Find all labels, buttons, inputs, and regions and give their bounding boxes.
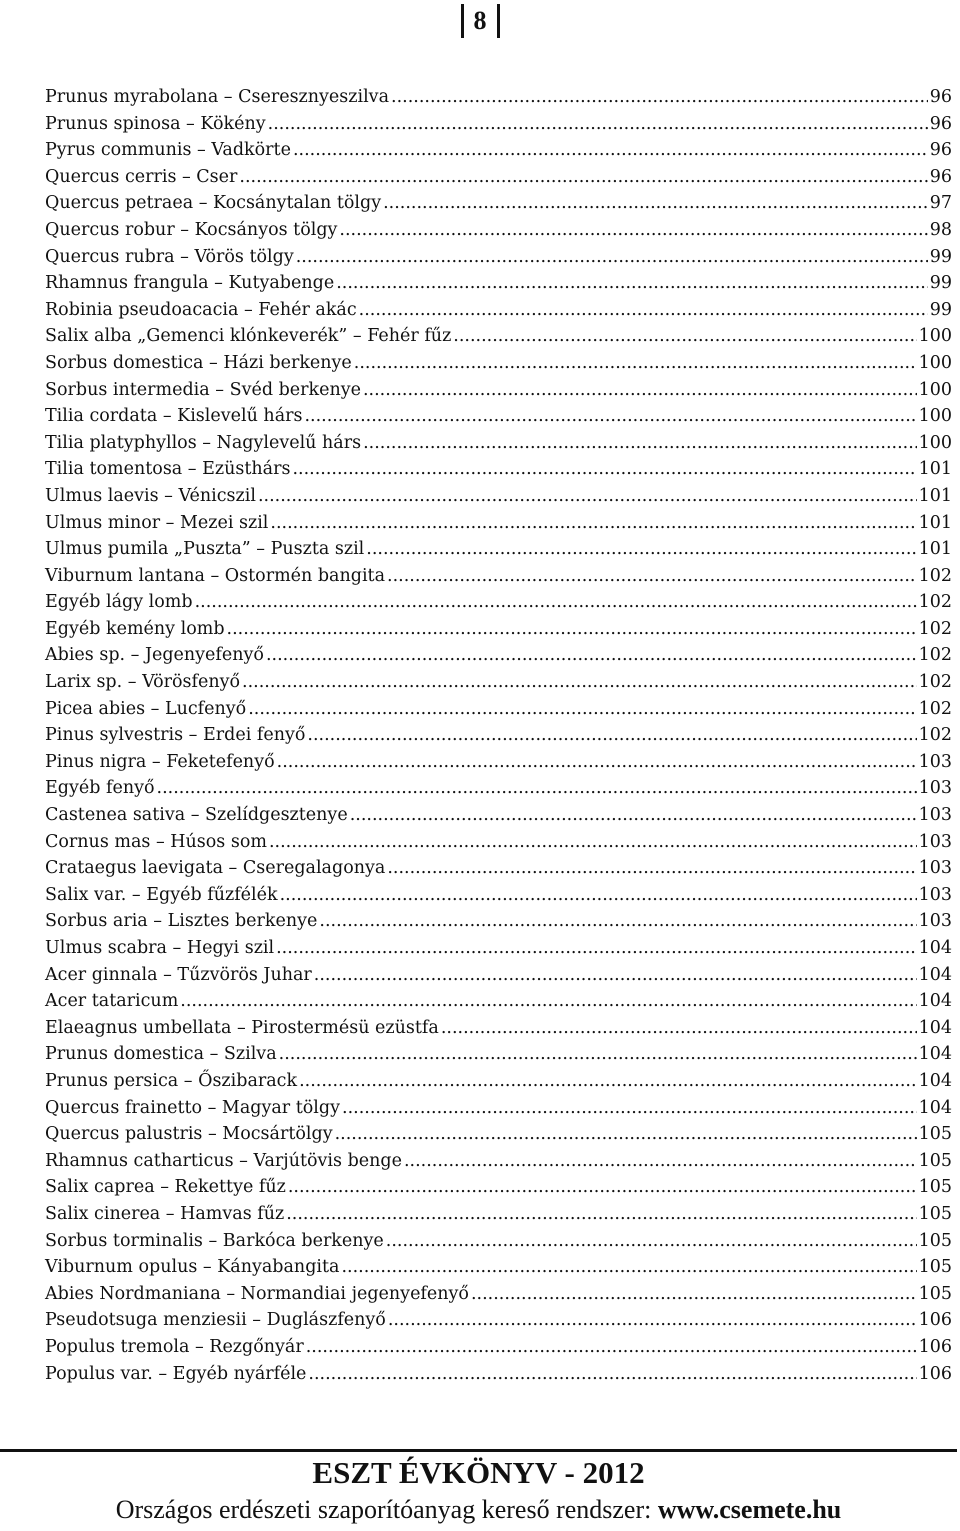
toc-dot-leader (279, 1041, 917, 1068)
toc-dot-leader (288, 1174, 917, 1201)
toc-entry (45, 642, 952, 669)
toc-entry (45, 190, 952, 217)
toc-entry-title: Salix alba „Gemenci klónkeverék” – Fehér fűz (45, 326, 452, 347)
toc-entry-page: 105 (918, 1124, 952, 1145)
page-number-bar-right (497, 4, 500, 38)
toc-entry-page: 100 (918, 379, 952, 400)
toc-entry-page: 103 (918, 831, 952, 852)
toc-entry (45, 775, 952, 802)
toc-entry-page: 103 (918, 778, 952, 799)
toc-entry-page: 103 (918, 858, 952, 879)
toc-entry-page: 100 (918, 352, 952, 373)
toc-entry-page: 99 (929, 273, 952, 294)
toc-entry (45, 111, 952, 138)
toc-entry (45, 1361, 952, 1388)
toc-dot-leader (304, 403, 916, 430)
toc-entry-title: Quercus petraea – Kocsánytalan tölgy (45, 193, 382, 214)
toc-entry-page: 102 (918, 698, 952, 719)
toc-entry (45, 1307, 952, 1334)
toc-entry-title: Acer ginnala – Tűzvörös Juhar (45, 964, 312, 985)
toc-entry-page: 100 (918, 406, 952, 427)
toc-dot-leader (341, 1254, 916, 1281)
toc-dot-leader (319, 908, 916, 935)
toc-entry (45, 217, 952, 244)
footer-subtitle-text: Országos erdészeti szaporítóanyag kereső rendszer: (115, 1495, 652, 1524)
toc-entry-page: 102 (918, 725, 952, 746)
toc-dot-leader (296, 244, 928, 271)
toc-dot-leader (266, 642, 917, 669)
toc-entry-title: Sorbus torminalis – Barkóca berkenye (45, 1230, 384, 1251)
toc-dot-leader (308, 1361, 916, 1388)
toc-entry-title: Viburnum opulus – Kányabangita (45, 1257, 340, 1278)
toc-entry-page: 102 (918, 592, 952, 613)
toc-entry-title: Egyéb kemény lomb (45, 618, 225, 639)
toc-entry-title: Sorbus domestica – Házi berkenye (45, 352, 352, 373)
toc-entry (45, 430, 952, 457)
toc-entry-title: Tilia platyphyllos – Nagylevelű hárs (45, 432, 362, 453)
toc-dot-leader (386, 1228, 917, 1255)
toc-entry (45, 483, 952, 510)
toc-entry-page: 101 (918, 512, 952, 533)
toc-entry (45, 855, 952, 882)
toc-entry (45, 1095, 952, 1122)
toc-entry-page: 106 (918, 1363, 952, 1384)
toc-entry-page: 104 (918, 1070, 952, 1091)
toc-entry-title: Prunus domestica – Szilva (45, 1044, 277, 1065)
toc-entry (45, 935, 952, 962)
toc-dot-leader (276, 935, 916, 962)
toc-entry (45, 1201, 952, 1228)
toc-dot-leader (387, 855, 916, 882)
toc-entry (45, 882, 952, 909)
toc-entry-title: Pinus nigra – Feketefenyő (45, 751, 275, 772)
toc-entry-title: Prunus myrabolana – Cseresznyeszilva (45, 87, 390, 107)
toc-entry-title: Acer tataricum (45, 991, 179, 1012)
toc-dot-leader (391, 84, 928, 111)
toc-dot-leader (180, 988, 916, 1015)
toc-entry-title: Ulmus pumila „Puszta” – Puszta szil (45, 539, 365, 560)
toc-dot-leader (387, 563, 917, 590)
toc-entry-title: Pyrus communis – Vadkörte (45, 140, 291, 161)
toc-entry-page: 105 (918, 1150, 952, 1171)
toc-entry (45, 270, 952, 297)
toc-entry-title: Elaeagnus umbellata – Pirostermésü ezüstfa (45, 1017, 439, 1038)
toc-entry (45, 510, 952, 537)
toc-dot-leader (239, 164, 927, 191)
toc-entry-page: 105 (918, 1257, 952, 1278)
toc-entry (45, 297, 952, 324)
toc-entry (45, 350, 952, 377)
toc-entry-page: 99 (929, 299, 952, 320)
toc-entry-page: 103 (918, 884, 952, 905)
toc-dot-leader (227, 616, 917, 643)
toc-entry-page: 104 (918, 1017, 952, 1038)
toc-dot-leader (314, 962, 917, 989)
toc-dot-leader (277, 749, 917, 776)
toc-entry-title: Picea abies – Lucfenyő (45, 698, 247, 719)
toc-entry-title: Rhamnus frangula – Kutyabenge (45, 273, 335, 294)
footer-subtitle (0, 1493, 957, 1527)
toc-entry-page: 102 (918, 565, 952, 586)
toc-dot-leader (336, 270, 928, 297)
toc-entry (45, 1228, 952, 1255)
toc-entry (45, 1121, 952, 1148)
toc-entry-title: Sorbus aria – Lisztes berkenye (45, 911, 318, 932)
toc-dot-leader (366, 536, 916, 563)
toc-entry-title: Egyéb lágy lomb (45, 592, 193, 613)
toc-entry-title: Salix var. – Egyéb fűzfélék (45, 884, 278, 905)
toc-entry-title: Cornus mas – Húsos som (45, 831, 267, 852)
toc-entry (45, 1174, 952, 1201)
toc-dot-leader (359, 297, 928, 324)
toc-entry-title: Prunus persica – Őszibarack (45, 1070, 298, 1091)
toc-entry-page: 105 (918, 1230, 952, 1251)
toc-entry (45, 1041, 952, 1068)
toc-dot-leader (258, 483, 917, 510)
toc-entry-title: Abies Nordmaniana – Normandiai jegenyefenyő (45, 1283, 469, 1304)
toc-entry-page: 104 (918, 1097, 952, 1118)
toc-entry-title: Quercus frainetto – Magyar tölgy (45, 1097, 340, 1118)
toc-dot-leader (242, 669, 917, 696)
toc-entry-page: 96 (929, 140, 952, 161)
toc-entry (45, 377, 952, 404)
toc-dot-leader (270, 510, 916, 537)
toc-dot-leader (363, 430, 917, 457)
toc-entry-title: Viburnum lantana – Ostormén bangita (45, 565, 386, 586)
toc-entry-page: 96 (929, 113, 952, 134)
toc-entry (45, 456, 952, 483)
toc-dot-leader (268, 111, 928, 138)
toc-dot-leader (280, 882, 917, 909)
toc-entry-title: Rhamnus catharticus – Varjútövis benge (45, 1150, 402, 1171)
toc-entry-title: Castenea sativa – Szelídgesztenye (45, 805, 348, 826)
toc-entry-page: 104 (918, 938, 952, 958)
toc-entry-page: 103 (918, 805, 952, 826)
toc-entry-page: 100 (918, 432, 952, 453)
toc-dot-leader (195, 589, 917, 616)
toc-entry-title: Quercus robur – Kocsányos tölgy (45, 219, 338, 240)
toc-entry (45, 988, 952, 1015)
toc-dot-leader (471, 1281, 917, 1308)
toc-entry-page: 104 (918, 1044, 952, 1065)
toc-entry-page: 101 (918, 459, 952, 480)
toc-dot-leader (307, 722, 916, 749)
toc-dot-leader (350, 802, 917, 829)
toc-entry (45, 244, 952, 271)
footer-url-link[interactable]: www.csemete.hu (657, 1495, 842, 1524)
toc-entry (45, 323, 952, 350)
toc-entry-title: Quercus rubra – Vörös tölgy (45, 246, 294, 267)
toc-entry-page: 106 (918, 1336, 952, 1357)
toc-dot-leader (293, 137, 928, 164)
toc-entry-title: Prunus spinosa – Kökény (45, 113, 266, 134)
toc-entry (45, 829, 952, 856)
toc-entry-page: 103 (918, 911, 952, 932)
toc-entry (45, 137, 952, 164)
toc-entry-page: 103 (918, 751, 952, 772)
toc-entry-page: 100 (918, 326, 952, 347)
page-number-text: 8 (473, 6, 487, 35)
toc-entry (45, 1334, 952, 1361)
toc-entry (45, 802, 952, 829)
page-number (455, 4, 505, 38)
toc-dot-leader (339, 217, 927, 244)
toc-entry (45, 563, 952, 590)
toc-entry-page: 101 (918, 539, 952, 560)
toc-dot-leader (342, 1095, 917, 1122)
toc-entry-page: 101 (918, 485, 952, 506)
toc-dot-leader (286, 1201, 916, 1228)
toc-entry-title: Ulmus minor – Mezei szil (45, 512, 269, 533)
toc-entry (45, 589, 952, 616)
footer-title: ESZT ÉVKÖNYV - 2012 (312, 1455, 645, 1490)
toc-entry-title: Quercus palustris – Mocsártölgy (45, 1124, 333, 1145)
toc-entry-title: Ulmus laevis – Vénicszil (45, 485, 256, 506)
toc-dot-leader (248, 696, 916, 723)
toc-entry-title: Egyéb fenyő (45, 778, 155, 799)
toc-entry (45, 1281, 952, 1308)
toc-dot-leader (441, 1015, 917, 1042)
toc-entry-title: Salix cinerea – Hamvas fűz (45, 1203, 285, 1224)
toc-entry-title: Crataegus laevigata – Cseregalagonya (45, 858, 386, 879)
toc-entry-title: Tilia tomentosa – Ezüsthárs (45, 459, 291, 480)
toc-entry-page: 105 (918, 1203, 952, 1224)
toc-dot-leader (383, 190, 928, 217)
toc-dot-leader (306, 1334, 917, 1361)
toc-entry-title: Robinia pseudoacacia – Fehér akác (45, 299, 357, 320)
toc-entry-page: 105 (918, 1177, 952, 1198)
toc-entry-title: Tilia cordata – Kislevelű hárs (45, 406, 303, 427)
toc-entry-page: 102 (918, 618, 952, 639)
toc-entry-page: 104 (918, 991, 952, 1012)
toc-entry-page: 105 (918, 1283, 952, 1304)
toc-dot-leader (335, 1121, 917, 1148)
toc-entry (45, 84, 952, 111)
toc-entry-title: Quercus cerris – Cser (45, 166, 238, 187)
toc-entry-page: 98 (929, 219, 952, 240)
toc-entry-page: 99 (929, 246, 952, 267)
toc-entry-page: 96 (929, 166, 952, 187)
toc-entry-title: Ulmus scabra – Hegyi szil (45, 938, 275, 958)
toc-entry-title: Larix sp. – Vörösfenyő (45, 672, 241, 693)
toc-entry-page: 97 (929, 193, 952, 214)
toc-entry-page: 102 (918, 645, 952, 666)
toc-dot-leader (299, 1068, 917, 1095)
toc-dot-leader (404, 1148, 917, 1175)
toc-entry (45, 1148, 952, 1175)
toc-entry-title: Salix caprea – Rekettye fűz (45, 1177, 286, 1198)
toc-dot-leader (269, 829, 917, 856)
toc-dot-leader (388, 1307, 917, 1334)
toc-dot-leader (453, 323, 916, 350)
toc-entry (45, 616, 952, 643)
toc-dot-leader (157, 775, 917, 802)
toc-entry (45, 696, 952, 723)
toc-entry-page: 106 (918, 1310, 952, 1331)
toc-entry (45, 1068, 952, 1095)
toc-dot-leader (354, 350, 917, 377)
toc-entry (45, 164, 952, 191)
toc-entry (45, 908, 952, 935)
toc-entry (45, 1015, 952, 1042)
toc-entry (45, 403, 952, 430)
table-of-contents (45, 84, 952, 1387)
toc-entry (45, 749, 952, 776)
toc-entry-title: Populus var. – Egyéb nyárféle (45, 1363, 307, 1384)
toc-entry (45, 962, 952, 989)
toc-entry-title: Populus tremola – Rezgőnyár (45, 1336, 304, 1357)
toc-entry (45, 1254, 952, 1281)
toc-entry-page: 104 (918, 964, 952, 985)
toc-dot-leader (363, 377, 917, 404)
toc-entry-title: Abies sp. – Jegenyefenyő (45, 645, 264, 666)
toc-entry-page: 102 (918, 672, 952, 693)
toc-entry (45, 722, 952, 749)
toc-entry (45, 536, 952, 563)
toc-entry-title: Pseudotsuga menziesii – Duglászfenyő (45, 1310, 386, 1331)
toc-dot-leader (292, 456, 916, 483)
toc-entry-page: 96 (929, 87, 952, 107)
toc-entry (45, 669, 952, 696)
toc-entry-title: Pinus sylvestris – Erdei fenyő (45, 725, 306, 746)
toc-entry-title: Sorbus intermedia – Svéd berkenye (45, 379, 361, 400)
